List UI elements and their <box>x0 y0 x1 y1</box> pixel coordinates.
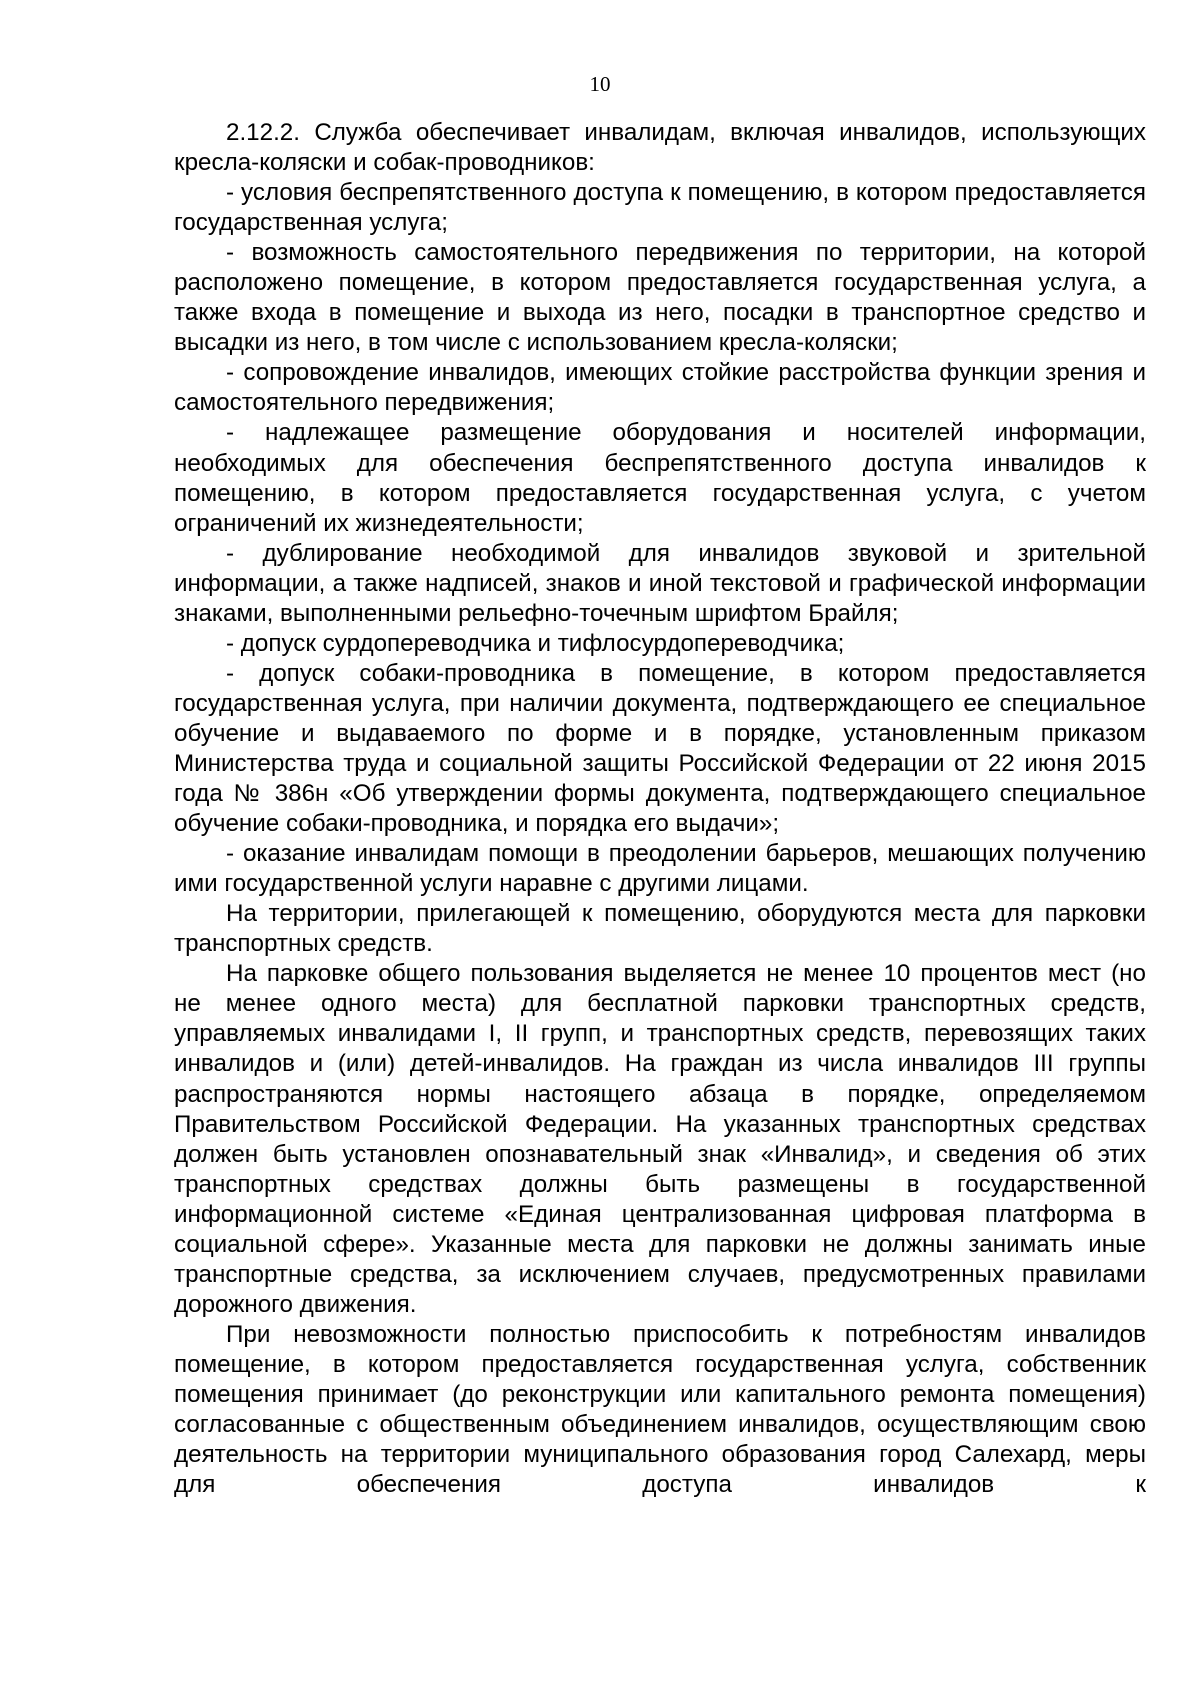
paragraph-guide-dog: - допуск собаки-проводника в помещение, в котором предоставляется государственная услуга, при наличии документа, подтверждающего ее специальное обучение и выдаваемого по форме и в порядке, установленным приказом Министерства труда и социальной защиты Российской Федерации от 22 июня 2015 года № 386н «Об утверждении формы документа, подтверждающего специальное обучение собаки-проводника, и порядка его выдачи»; <box>174 659 1146 838</box>
paragraph-braille: - дублирование необходимой для инвалидов звуковой и зрительной информации, а также надписей, знаков и иной текстовой и графической информации знаками, выполненными рельефно-точечным шрифтом Брайля; <box>174 539 1146 627</box>
paragraph-escort: - сопровождение инвалидов, имеющих стойкие расстройства функции зрения и самостоятельного передвижения; <box>174 359 1146 417</box>
paragraph-2-12-2: 2.12.2. Служба обеспечивает инвалидам, включая инвалидов, использующих кресла-коляски и собак-проводников: <box>174 119 1146 177</box>
paragraph-interpreter: - допуск сурдопереводчика и тифлосурдопереводчика; <box>226 629 845 657</box>
page-number: 10 <box>589 72 611 96</box>
document-body <box>174 118 1146 1500</box>
paragraph-movement: - возможность самостоятельного передвижения по территории, на которой расположено помещение, в котором предоставляется государственная услуга, а также входа в помещение и выхода из него, посадки в транспортное средство и высадки из него, в том числе с использованием кресла-коляски; <box>174 239 1146 357</box>
paragraph-access-conditions: - условия беспрепятственного доступа к помещению, в котором предоставляется государственная услуга; <box>174 179 1146 237</box>
paragraph-parking-quota: На парковке общего пользования выделяется не менее 10 процентов мест (но не менее одного места) для бесплатной парковки транспортных средств, управляемых инвалидами I, II групп, и транспортных средств, перевозящих таких инвалидов и (или) детей-инвалидов. На граждан из числа инвалидов III группы распространяются нормы настоящего абзаца в порядке, определяемом Правительством Российской Федерации. На указанных транспортных средствах должен быть установлен опознавательный знак «Инвалид», и сведения об этих транспортных средствах должны быть размещены в государственной информационной системе «Единая централизованная цифровая платформа в социальной сфере». Указанные места для парковки не должны занимать иные транспортные средства, за исключением случаев, предусмотренных правилами дорожного движения. <box>174 960 1146 1318</box>
paragraph-parking-places: На территории, прилегающей к помещению, оборудуются места для парковки транспортных средств. <box>174 900 1146 958</box>
paragraph-adaptation: При невозможности полностью приспособить к потребностям инвалидов помещение, в котором предоставляется государственная услуга, собственник помещения принимает (до реконструкции или капитального ремонта помещения) согласованные с общественным объединением инвалидов, осуществляющим свою деятельность на территории муниципального образования город Салехард, меры для обеспечения доступа инвалидов к <box>174 1320 1146 1499</box>
paragraph-assistance: - оказание инвалидам помощи в преодолении барьеров, мешающих получению ими государственной услуги наравне с другими лицами. <box>174 840 1146 898</box>
paragraph-equipment: - надлежащее размещение оборудования и носителей информации, необходимых для обеспечения беспрепятственного доступа инвалидов к помещению, в котором предоставляется государственная услуга, с учетом ограничений их жизнедеятельности; <box>174 419 1146 537</box>
